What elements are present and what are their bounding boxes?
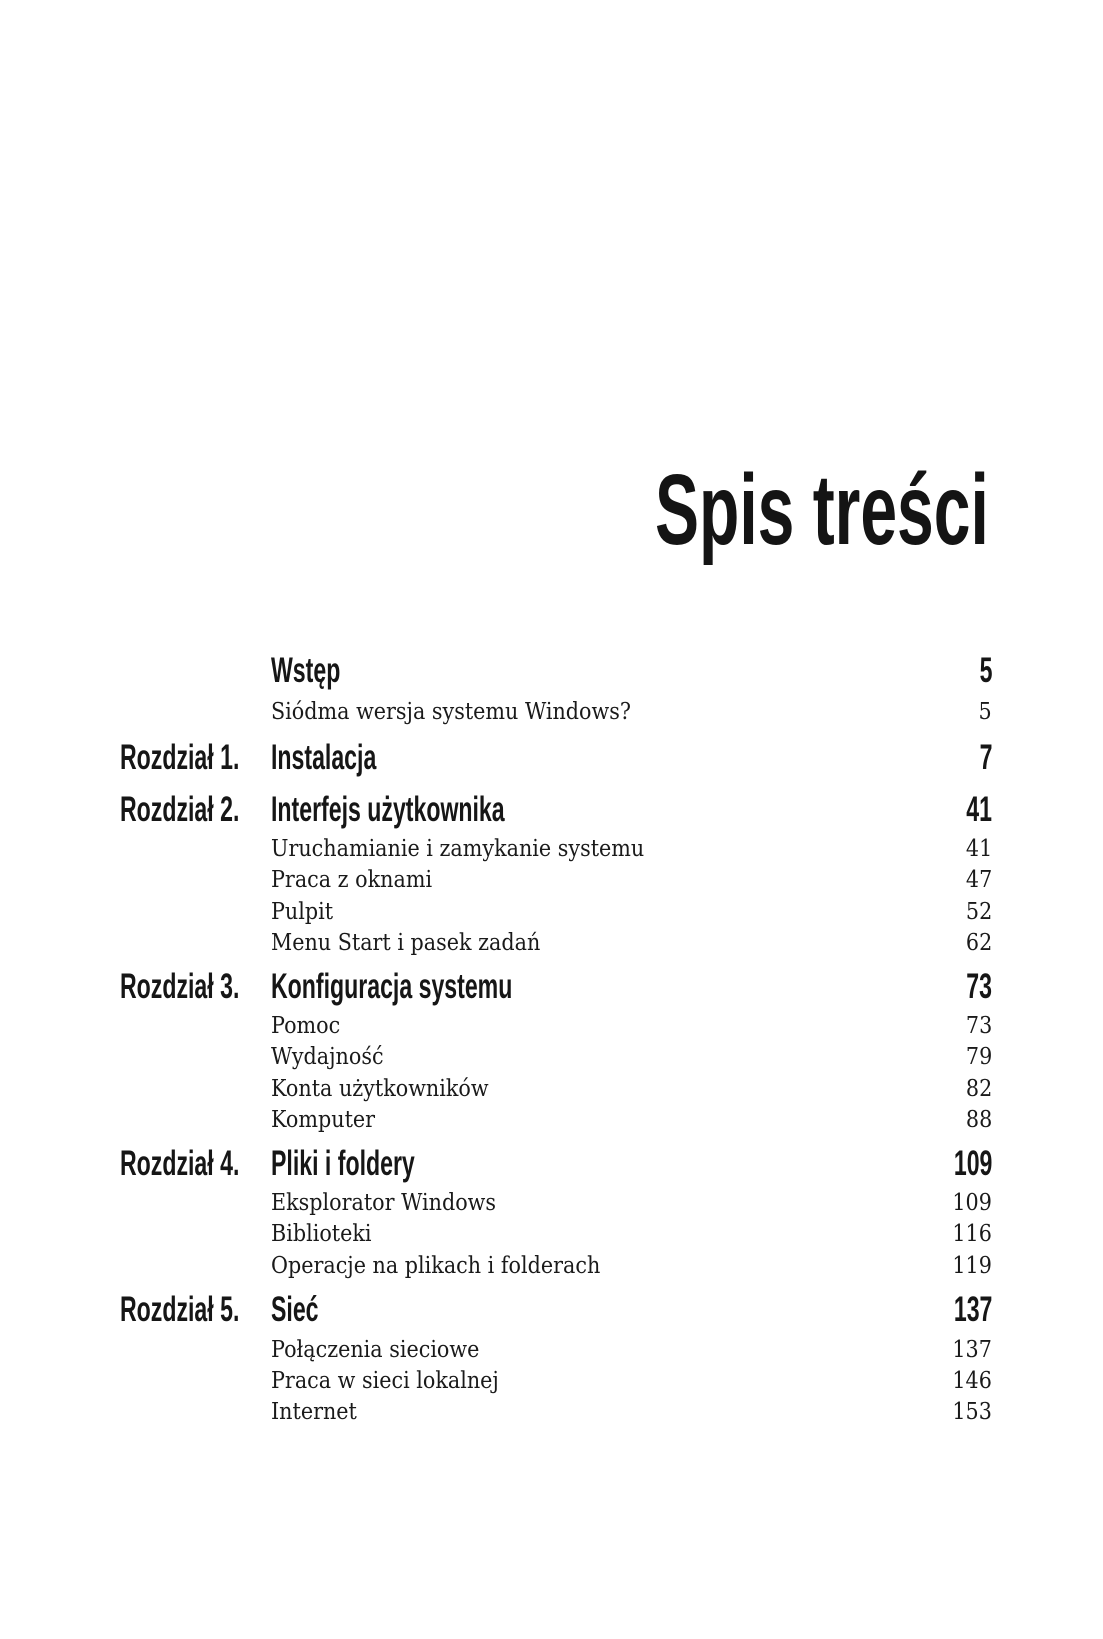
toc-chapter-page: 73 xyxy=(966,967,992,1006)
toc-section-title: Siódma wersja systemu Windows? xyxy=(271,699,631,725)
toc-chapter-row-2[interactable] xyxy=(0,790,1103,829)
toc-section-row[interactable] xyxy=(0,1219,1103,1251)
toc-chapter-row-3[interactable] xyxy=(0,967,1103,1006)
toc-section-title: Biblioteki xyxy=(271,1221,372,1247)
toc-section-page: 137 xyxy=(952,1337,992,1363)
toc-chapter-page: 137 xyxy=(953,1290,992,1329)
toc-section-row[interactable] xyxy=(0,897,1103,929)
toc-section-title: Konta użytkowników xyxy=(271,1076,489,1102)
toc-section-row[interactable] xyxy=(0,697,1103,729)
toc-section-page: 79 xyxy=(965,1044,992,1070)
toc-section-title: Menu Start i pasek zadań xyxy=(271,930,541,956)
toc-section-page: 73 xyxy=(965,1013,992,1039)
toc-section-row[interactable] xyxy=(0,1366,1103,1398)
toc-chapter-label: Rozdział 1. xyxy=(120,738,240,777)
toc-section-page: 5 xyxy=(978,699,992,725)
toc-section-row[interactable] xyxy=(0,1397,1103,1429)
toc-section-row[interactable] xyxy=(0,1105,1103,1137)
toc-section-row[interactable] xyxy=(0,1042,1103,1074)
toc-section-page: 82 xyxy=(965,1076,992,1102)
toc-section-row[interactable] xyxy=(0,1335,1103,1367)
toc-chapter-row-4[interactable] xyxy=(0,1144,1103,1183)
toc-chapter-title: Pliki i foldery xyxy=(271,1144,415,1183)
toc-section-page: 119 xyxy=(952,1253,992,1279)
toc-section-page: 62 xyxy=(965,930,992,956)
toc-chapter-label: Rozdział 5. xyxy=(120,1290,240,1329)
toc-chapter-title: Konfiguracja systemu xyxy=(271,967,513,1006)
toc-chapter-row-5[interactable] xyxy=(0,1290,1103,1329)
toc-section-title: Internet xyxy=(271,1399,357,1425)
toc-section-title: Pulpit xyxy=(271,899,334,925)
toc-section-page: 146 xyxy=(952,1368,992,1394)
toc-section-row[interactable] xyxy=(0,865,1103,897)
toc-section-row[interactable] xyxy=(0,928,1103,960)
toc-chapter-title: Sieć xyxy=(271,1290,319,1329)
toc-section-page: 47 xyxy=(965,867,992,893)
toc-intro-page: 5 xyxy=(979,651,992,690)
toc-section-page: 109 xyxy=(952,1190,992,1216)
toc-section-title: Wydajność xyxy=(271,1044,384,1070)
toc-section-title: Praca z oknami xyxy=(271,867,433,893)
toc-section-title: Operacje na plikach i folderach xyxy=(271,1253,601,1279)
toc-section-row[interactable] xyxy=(0,1251,1103,1283)
toc-chapter-label: Rozdział 3. xyxy=(120,967,240,1006)
toc-chapter-title: Interfejs użytkownika xyxy=(271,790,505,829)
toc-section-page: 116 xyxy=(952,1221,992,1247)
toc-section-title: Eksplorator Windows xyxy=(271,1190,497,1216)
toc-section-title: Uruchamianie i zamykanie systemu xyxy=(271,836,645,862)
toc-section-title: Połączenia sieciowe xyxy=(271,1337,480,1363)
toc-section-title: Komputer xyxy=(271,1107,376,1133)
toc-intro-title: Wstęp xyxy=(271,651,341,690)
toc-section-row[interactable] xyxy=(0,834,1103,866)
toc-chapter-page: 109 xyxy=(953,1144,992,1183)
toc-chapter-label: Rozdział 4. xyxy=(120,1144,240,1183)
toc-section-row[interactable] xyxy=(0,1011,1103,1043)
toc-section-page: 41 xyxy=(965,836,992,862)
toc-chapter-page: 41 xyxy=(966,790,992,829)
toc-chapter-title: Instalacja xyxy=(271,738,377,777)
toc-chapter-label: Rozdział 2. xyxy=(120,790,240,829)
toc-section-title: Pomoc xyxy=(271,1013,341,1039)
toc-section-title: Praca w sieci lokalnej xyxy=(271,1368,499,1394)
toc-section-row[interactable] xyxy=(0,1188,1103,1220)
toc-section-row[interactable] xyxy=(0,1074,1103,1106)
page-title: Spis treści xyxy=(655,454,989,566)
toc-section-page: 153 xyxy=(952,1399,992,1425)
toc-intro-row[interactable] xyxy=(0,651,1103,690)
toc-chapter-row-1[interactable] xyxy=(0,738,1103,777)
toc-section-page: 52 xyxy=(965,899,992,925)
toc-chapter-page: 7 xyxy=(979,738,992,777)
toc-section-page: 88 xyxy=(965,1107,992,1133)
